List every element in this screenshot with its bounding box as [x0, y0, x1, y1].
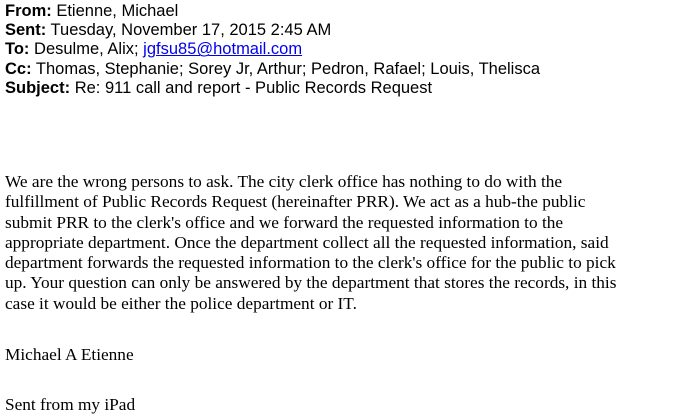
- body-line: up. Your question can only be answered by the department that stores the records, in this: [5, 273, 617, 293]
- email-header: [5, 2, 540, 98]
- to-row: [5, 40, 540, 59]
- body-paragraph: [5, 172, 695, 314]
- sent-row: [5, 21, 540, 40]
- body-line: department forwards the requested information to the clerk's office for the public to pick: [5, 253, 616, 273]
- body-line: submit PRR to the clerk's office and we forward the requested information to the: [5, 212, 564, 232]
- cc-row: [5, 60, 540, 79]
- body-line: appropriate department. Once the department collect all the requested information, said: [5, 232, 609, 252]
- sent-from-line: Sent from my iPad: [5, 395, 136, 414]
- subject-label: Subject:: [5, 78, 71, 97]
- signature-name: Michael A Etienne: [5, 345, 134, 364]
- cc-value: Thomas, Stephanie; Sorey Jr, Arthur; Pedron, Rafael; Louis, Thelisca: [35, 59, 541, 78]
- body-line: fulfillment of Public Records Request (hereinafter PRR). We act as a hub-the public: [5, 192, 586, 212]
- to-value: Desulme, Alix;: [34, 40, 139, 59]
- to-label: To:: [5, 40, 30, 59]
- email-body: [5, 172, 695, 314]
- from-row: [5, 2, 540, 21]
- sent-value: Tuesday, November 17, 2015 2:45 AM: [50, 21, 332, 40]
- to-email-link[interactable]: jgfsu85@hotmail.com: [143, 40, 303, 59]
- sent-label: Sent:: [5, 21, 47, 40]
- subject-value: Re: 911 call and report - Public Records Request: [74, 78, 433, 97]
- from-value: Etienne, Michael: [56, 2, 179, 20]
- body-line: We are the wrong persons to ask. The city clerk office has nothing to do with the: [5, 172, 563, 191]
- body-line: case it would be either the police department or IT.: [5, 293, 357, 313]
- from-label: From:: [5, 2, 52, 20]
- subject-row: [5, 79, 540, 98]
- cc-label: Cc:: [5, 59, 32, 78]
